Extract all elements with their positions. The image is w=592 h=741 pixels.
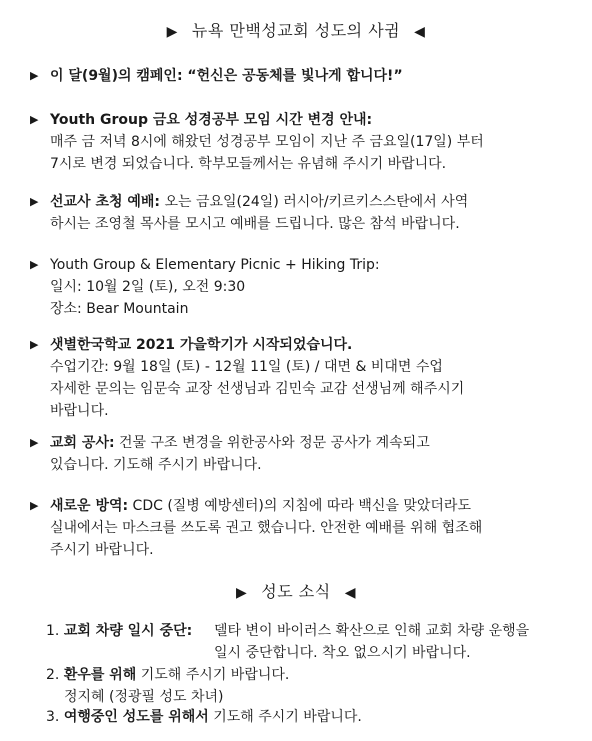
- campaign-text: 이 달(9월)의 캠페인: “헌신은 공동체를 빛나게 합니다!”: [50, 68, 403, 84]
- announcement-missionary-service: [30, 191, 580, 235]
- announcement-korean-school: [30, 334, 580, 422]
- announcement-new-quarantine: [30, 495, 580, 561]
- bullet-triangle-icon: ▶: [30, 258, 39, 271]
- announcement-line: 실내에서는 마스크를 쓰도록 권고 했습니다. 안전한 예배를 위해 협조해: [50, 520, 483, 536]
- news-number: 2.: [46, 667, 60, 683]
- announcement-title: Youth Group 금요 성경공부 모임 시간 변경 안내:: [50, 112, 373, 128]
- announcement-line: 주시기 바랍니다.: [50, 542, 154, 558]
- church-fellowship-heading: [0, 20, 592, 43]
- triangle-right-icon: ▶: [166, 24, 178, 40]
- announcement-line: 하시는 조영철 목사를 모시고 예배를 드립니다. 많은 참석 바랍니다.: [50, 216, 460, 232]
- triangle-left-icon: ◀: [414, 24, 426, 40]
- bullet-triangle-icon: ▶: [30, 113, 39, 126]
- news-text: 기도해 주시기 바랍니다.: [208, 709, 362, 725]
- news-text: 정지혜 (정광필 성도 차녀): [64, 689, 224, 705]
- announcement-church-construction: [30, 432, 580, 476]
- news-item-prayer-travelers: [46, 706, 580, 728]
- announcement-line: 바랍니다.: [50, 403, 109, 419]
- announcement-line: 매주 금 저녁 8시에 해왔던 성경공부 모임이 지난 주 금요일(17일) 부터: [50, 134, 484, 150]
- announcement-title: 새로운 방역:: [50, 498, 129, 514]
- news-number: 3.: [46, 709, 60, 725]
- news-text: 기도해 주시기 바랍니다.: [136, 667, 290, 683]
- news-text: 델타 변이 바이러스 확산으로 인해 교회 차량 운행을: [214, 623, 530, 639]
- news-item-vehicle-suspension: [46, 620, 580, 664]
- triangle-right-icon: ▶: [236, 585, 248, 601]
- news-number: 1.: [46, 623, 60, 639]
- announcement-line: 장소: Bear Mountain: [50, 301, 189, 317]
- news-item-prayer-patients: [46, 664, 580, 708]
- news-title: 여행중인 성도를 위해서: [63, 709, 209, 725]
- announcement-line: 있습니다. 기도해 주시기 바랍니다.: [50, 457, 262, 473]
- heading-title: 성도 소식: [261, 582, 331, 601]
- announcement-title: 교회 공사:: [50, 435, 115, 451]
- bullet-triangle-icon: ▶: [30, 499, 39, 512]
- announcement-line: 7시로 변경 되었습니다. 학부모들께서는 유념해 주시기 바랍니다.: [50, 156, 447, 172]
- announcement-campaign: [30, 65, 580, 87]
- bullet-triangle-icon: ▶: [30, 338, 39, 351]
- news-text: 일시 중단합니다. 착오 없으시기 바랍니다.: [214, 645, 471, 661]
- announcement-line: 일시: 10월 2일 (토), 오전 9:30: [50, 279, 246, 295]
- bullet-triangle-icon: ▶: [30, 436, 39, 449]
- news-title: 교회 차량 일시 중단:: [63, 623, 193, 639]
- announcement-line: 수업기간: 9월 18일 (토) - 12월 11일 (토) / 대면 & 비대면 수업: [50, 359, 443, 375]
- announcement-youth-bible-study: [30, 109, 580, 175]
- bullet-triangle-icon: ▶: [30, 69, 39, 82]
- announcement-text: CDC (질병 예방센터)의 지침에 따라 백신을 맞았더라도: [128, 498, 471, 514]
- announcement-text: 오는 금요일(24일) 러시아/키르키스스탄에서 사역: [160, 194, 469, 210]
- heading-title: 뉴욕 만백성교회 성도의 사귐: [191, 21, 401, 40]
- announcement-title: Youth Group & Elementary Picnic + Hiking Trip:: [50, 257, 380, 273]
- announcement-text: 건물 구조 변경을 위한공사와 정문 공사가 계속되고: [114, 435, 430, 451]
- announcement-picnic-hiking: [30, 254, 580, 320]
- announcement-title: 선교사 초청 예배:: [50, 194, 161, 210]
- member-news-heading: [0, 581, 592, 604]
- announcement-title: 샛별한국학교 2021 가을학기가 시작되었습니다.: [50, 337, 353, 353]
- bullet-triangle-icon: ▶: [30, 195, 39, 208]
- news-title: 환우를 위해: [63, 667, 137, 683]
- triangle-left-icon: ◀: [344, 585, 356, 601]
- announcement-line: 자세한 문의는 임문숙 교장 선생님과 김민숙 교감 선생님께 해주시기: [50, 381, 465, 397]
